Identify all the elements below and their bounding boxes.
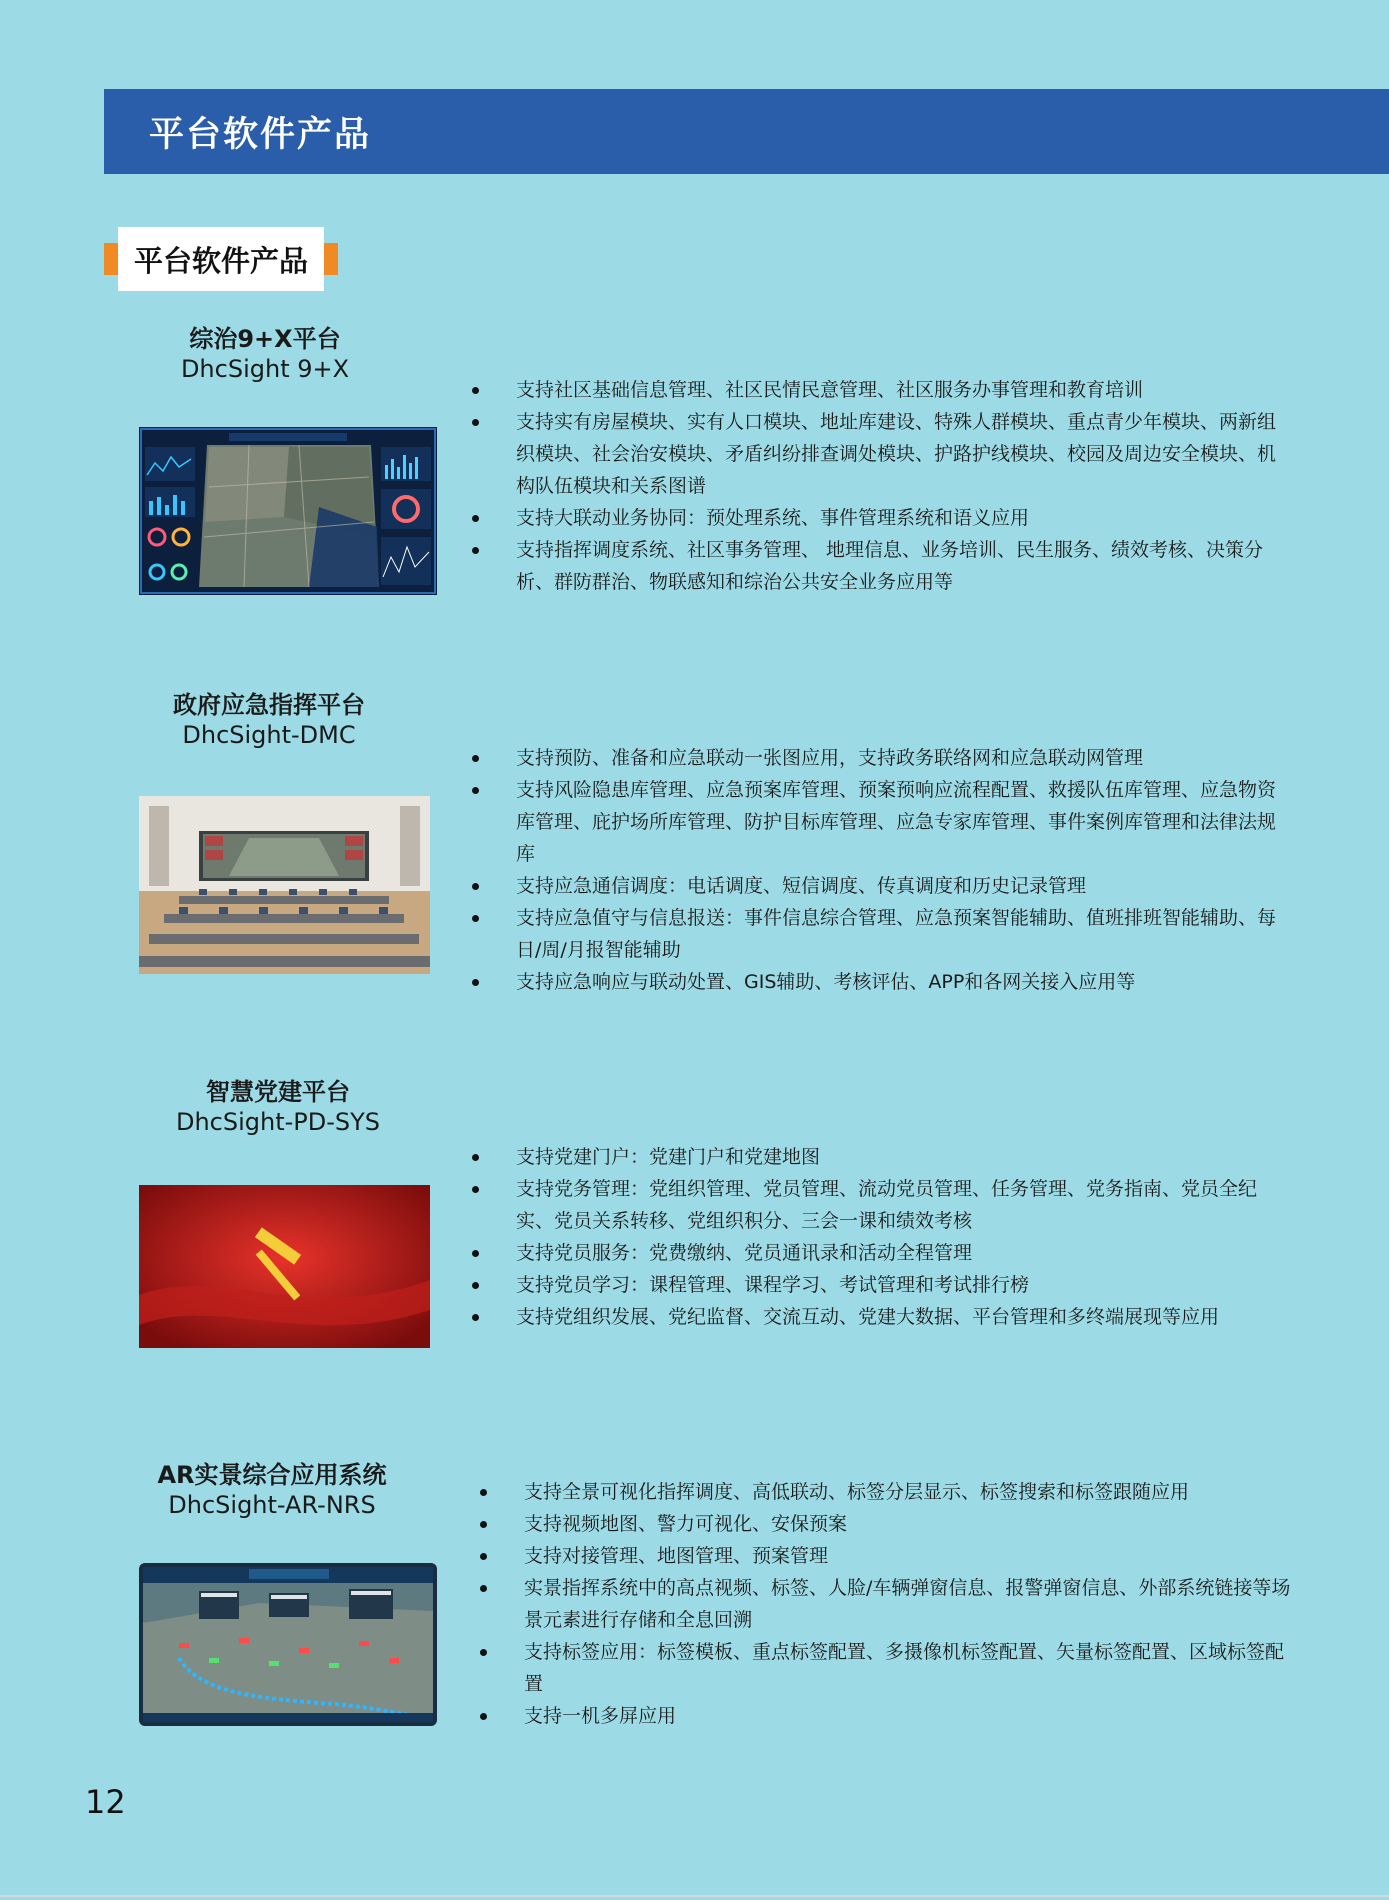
product-1-title [100, 324, 430, 384]
product-1-feature-list [472, 374, 1292, 598]
product-3-feature-list [472, 1141, 1292, 1333]
list-item: 支持标签应用：标签模板、重点标签配置、多摄像机标签配置、矢量标签配置、区域标签配置 [480, 1636, 1300, 1700]
list-item: 支持党建门户：党建门户和党建地图 [472, 1141, 1292, 1173]
product-4-title [107, 1460, 437, 1520]
product-1-title-en: DhcSight 9+X [180, 355, 350, 383]
product-4-title-en: DhcSight-AR-NRS [168, 1491, 376, 1519]
list-item: 支持应急值守与信息报送：事件信息综合管理、应急预案智能辅助、值班排班智能辅助、每日/周/月报智能辅助 [472, 902, 1292, 966]
list-item: 实景指挥系统中的高点视频、标签、人脸/车辆弹窗信息、报警弹窗信息、外部系统链接等场景元素进行存储和全息回溯 [480, 1572, 1300, 1636]
list-item: 支持视频地图、警力可视化、安保预案 [480, 1508, 1300, 1540]
list-item: 支持对接管理、地图管理、预案管理 [480, 1540, 1300, 1572]
header-band [104, 89, 1389, 174]
list-item: 支持应急通信调度：电话调度、短信调度、传真调度和历史记录管理 [472, 870, 1292, 902]
list-item: 支持应急响应与联动处置、GIS辅助、考核评估、APP和各网关接入应用等 [472, 966, 1292, 998]
header-title: 平台软件产品 [149, 114, 372, 155]
list-item: 支持党务管理：党组织管理、党员管理、流动党员管理、任务管理、党务指南、党员全纪实、党员关系转移、党组织积分、三会一课和绩效考核 [472, 1173, 1292, 1237]
list-item: 支持党员服务：党费缴纳、党员通讯录和活动全程管理 [472, 1237, 1292, 1269]
list-item: 支持一机多屏应用 [480, 1700, 1300, 1732]
product-1-title-cn: 综治9+X平台 [189, 325, 341, 353]
list-item: 支持大联动业务协同：预处理系统、事件管理系统和语义应用 [472, 502, 1292, 534]
product-2-title-cn: 政府应急指挥平台 [173, 691, 365, 719]
list-item: 支持指挥调度系统、社区事务管理、 地理信息、业务培训、民生服务、绩效考核、决策分析、群防群治、物联感知和综治公共安全业务应用等 [472, 534, 1292, 598]
product-3-party-emblem-image [139, 1185, 430, 1348]
list-item: 支持社区基础信息管理、社区民情民意管理、社区服务办事管理和教育培训 [472, 374, 1292, 406]
bottom-divider [0, 1895, 1389, 1897]
page-number: 12 [85, 1783, 126, 1821]
product-3-title-en: DhcSight-PD-SYS [175, 1108, 381, 1136]
list-item: 支持风险隐患库管理、应急预案库管理、预案预响应流程配置、救援队伍库管理、应急物资库管理、庇护场所库管理、防护目标库管理、应急专家库管理、事件案例库管理和法律法规库 [472, 774, 1292, 870]
product-2-title-en: DhcSight-DMC [182, 721, 356, 749]
list-item: 支持党员学习：课程管理、课程学习、考试管理和考试排行榜 [472, 1269, 1292, 1301]
product-4-ar-scene-image [139, 1563, 437, 1726]
product-4-title-cn: AR实景综合应用系统 [157, 1461, 387, 1489]
section-tag-right-marker [324, 243, 338, 275]
product-2-feature-list [472, 742, 1292, 998]
product-4-feature-list [480, 1476, 1300, 1732]
section-tag-left-marker [104, 243, 118, 275]
list-item: 支持预防、准备和应急联动一张图应用，支持政务联络网和应急联动网管理 [472, 742, 1292, 774]
list-item: 支持实有房屋模块、实有人口模块、地址库建设、特殊人群模块、重点青少年模块、两新组织模块、社会治安模块、矛盾纠纷排查调处模块、护路护线模块、校园及周边安全模块、机构队伍模块和关系图谱 [472, 406, 1292, 502]
list-item: 支持全景可视化指挥调度、高低联动、标签分层显示、标签搜索和标签跟随应用 [480, 1476, 1300, 1508]
list-item: 支持党组织发展、党纪监督、交流互动、党建大数据、平台管理和多终端展现等应用 [472, 1301, 1292, 1333]
section-tag [104, 227, 338, 291]
section-tag-label: 平台软件产品 [118, 227, 324, 291]
product-1-dashboard-image [139, 427, 437, 595]
product-2-title [104, 690, 434, 750]
product-2-control-room-image [139, 796, 430, 974]
product-3-title [113, 1077, 443, 1137]
product-3-title-cn: 智慧党建平台 [206, 1078, 350, 1106]
